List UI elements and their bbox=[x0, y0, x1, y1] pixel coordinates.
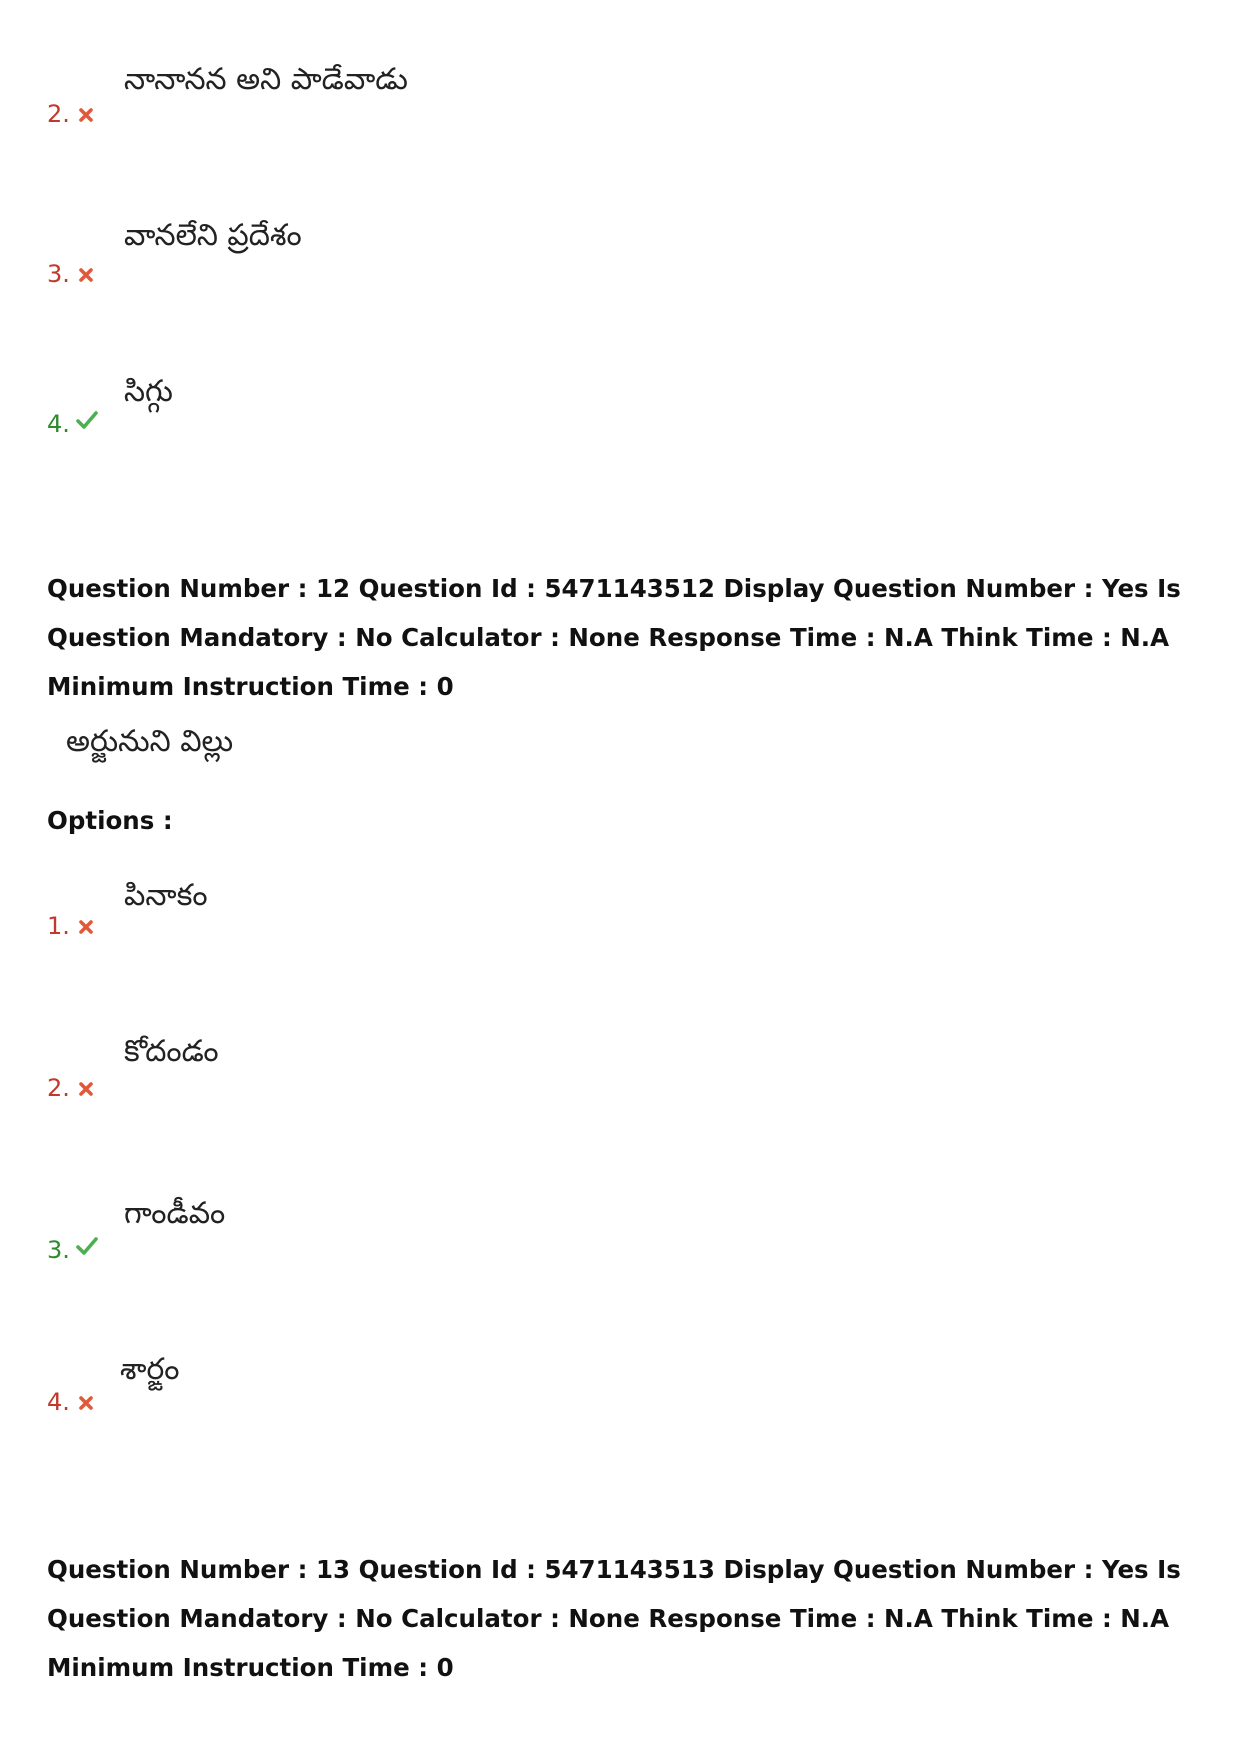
option-text: గాండీవం bbox=[124, 1196, 226, 1231]
option-number: 2. bbox=[47, 100, 70, 128]
option-text: కోదండం bbox=[124, 1034, 219, 1069]
option-number: 4. bbox=[47, 410, 70, 438]
cross-icon bbox=[77, 1394, 95, 1412]
check-icon bbox=[75, 410, 99, 430]
option-number: 2. bbox=[47, 1074, 70, 1102]
check-icon bbox=[75, 1236, 99, 1256]
option-number: 3. bbox=[47, 1236, 70, 1264]
option-text: వానలేని ప్రదేశం bbox=[124, 218, 302, 253]
cross-icon bbox=[77, 106, 95, 124]
option-text: శార్ఙం bbox=[120, 1352, 180, 1387]
question-text: అర్జునుని విల్లు bbox=[66, 724, 234, 759]
cross-icon bbox=[77, 1080, 95, 1098]
option-number: 1. bbox=[47, 912, 70, 940]
option-text: పినాకం bbox=[124, 878, 208, 913]
option-number: 4. bbox=[47, 1388, 70, 1416]
question-meta: Question Number : 13 Question Id : 5471143513 Display Question Number : Yes Is Question Mandatory : No Calculator : None Response Time : N.A Think Time : N.A Minimum Instruction Time : 0 bbox=[47, 1555, 1181, 1682]
option-number: 3. bbox=[47, 260, 70, 288]
option-text: సిగ్గు bbox=[124, 374, 173, 409]
options-label: Options : bbox=[47, 806, 173, 835]
option-text: నానానన అని పాడేవాడు bbox=[124, 62, 408, 97]
cross-icon bbox=[77, 918, 95, 936]
cross-icon bbox=[77, 266, 95, 284]
question-meta: Question Number : 12 Question Id : 5471143512 Display Question Number : Yes Is Question Mandatory : No Calculator : None Response Time : N.A Think Time : N.A Minimum Instruction Time : 0 bbox=[47, 574, 1181, 701]
